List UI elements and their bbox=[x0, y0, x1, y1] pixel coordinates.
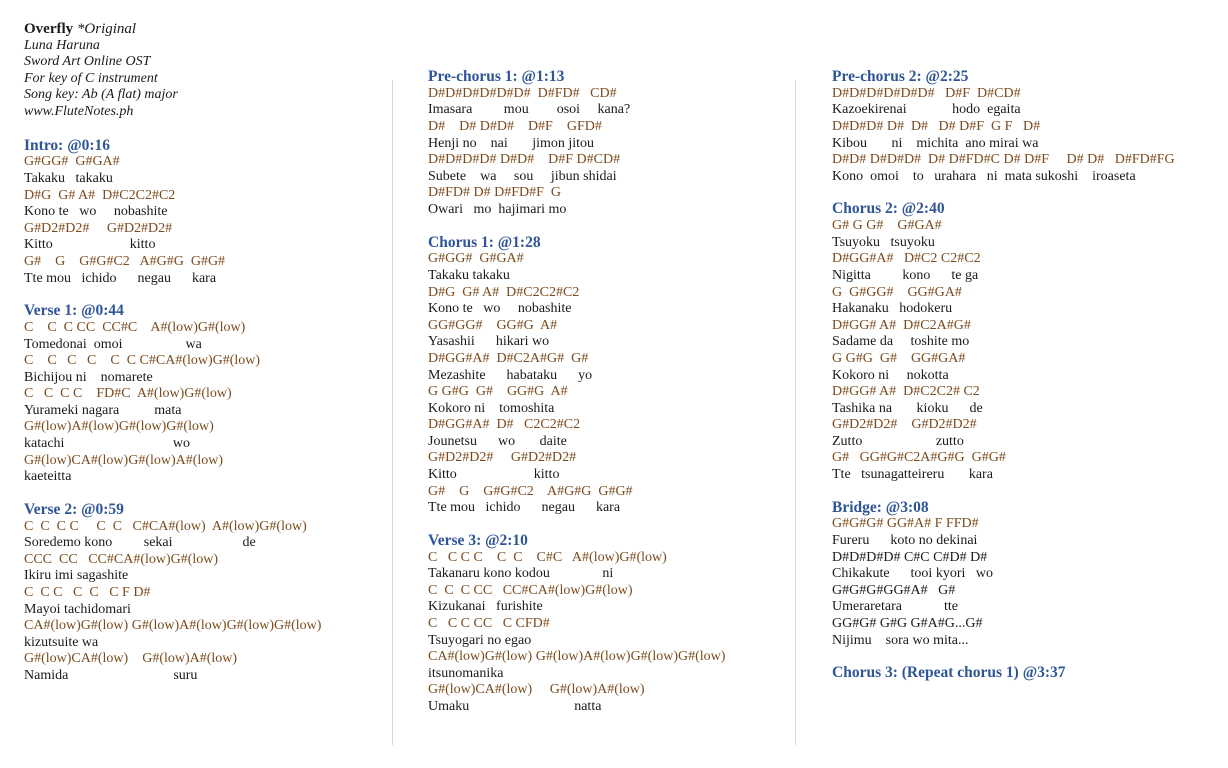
section-title: Pre-chorus 2: @2:25 bbox=[832, 68, 969, 85]
lyric-line: Tomedonai omoi wa bbox=[24, 336, 202, 352]
note-line: C C C C FD#C A#(low)G#(low) bbox=[24, 386, 232, 402]
lyric-line: Kono omoi to urahara ni mata sukoshi iroaseta bbox=[832, 168, 1136, 184]
note-line: G G#G G# GG#G A# bbox=[428, 384, 568, 400]
lyric-line: Kono te wo nobashite bbox=[428, 301, 572, 317]
lyric-line: Takanaru kono kodou ni bbox=[428, 566, 614, 582]
lyric-line: Tte mou ichido negau kara bbox=[24, 270, 217, 286]
lyric-line: Chikakute tooi kyori wo bbox=[832, 566, 993, 582]
note-line: D#D#D# D# D# D# D#F G F D# bbox=[832, 118, 1041, 134]
section-title: Verse 1: @0:44 bbox=[24, 302, 124, 320]
note-line: D#GG#A# D#C2A#G# G# bbox=[428, 350, 589, 366]
lyric-line: G#G#G#GG#A# G# bbox=[832, 582, 956, 598]
song-key: Song key: Ab (A flat) major bbox=[24, 87, 178, 103]
section-title: Pre-chorus 1: @1:13 bbox=[428, 68, 565, 85]
note-line: D#D# D#D#D# D# D#FD#C D# D#F D# D# D#FD#FG bbox=[832, 152, 1175, 168]
note-line: G#D2#D2# G#D2#D2# bbox=[428, 450, 577, 466]
song-section bbox=[832, 69, 1212, 185]
note-line: D#G G# A# D#C2C2#C2 bbox=[428, 284, 580, 300]
song-section bbox=[24, 502, 384, 685]
note-line: D#D#D#D#D#D# D#F D#CD# bbox=[832, 85, 1021, 101]
note-line: C C C C C C F D# bbox=[24, 585, 151, 601]
lyric-line: Kizukanai furishite bbox=[428, 599, 543, 615]
note-line: GG#GG# GG#G A# bbox=[428, 317, 558, 333]
note-line: D#D#D#D#D#D# D#FD# CD# bbox=[428, 85, 617, 101]
note-line: G# GG#G#C2A#G#G G#G# bbox=[832, 450, 1006, 466]
song-header bbox=[24, 21, 384, 121]
lyric-line: Sadame da toshite mo bbox=[832, 334, 970, 350]
note-line: C C C C C C C#CA#(low)G#(low) bbox=[24, 353, 261, 369]
note-line: C C C CC CC#CA#(low)G#(low) bbox=[428, 582, 633, 598]
section-title: Chorus 2: @2:40 bbox=[832, 200, 945, 218]
song-section bbox=[832, 500, 1212, 650]
note-line: G G#G G# GG#GA# bbox=[832, 350, 966, 366]
note-line: G#GG# G#GA# bbox=[428, 251, 524, 267]
lyric-line: Henji no nai jimon jitou bbox=[428, 135, 595, 151]
song-section bbox=[832, 201, 1212, 483]
lyric-line: itsunomanika bbox=[428, 665, 504, 681]
note-line: D#GG#A# D#C2 C2#C2 bbox=[832, 251, 981, 267]
lyric-line: Kitto kitto bbox=[24, 237, 156, 253]
lyric-line: Kazoekirenai hodo egaita bbox=[832, 102, 1021, 118]
lyric-line: Subete wa sou jibun shidai bbox=[428, 168, 617, 184]
note-line: D#D#D#D# D#D# D#F D#CD# bbox=[428, 152, 621, 168]
column-divider-1 bbox=[392, 80, 393, 745]
song-section bbox=[832, 665, 1212, 682]
lyric-line: Kokoro ni tomoshita bbox=[428, 400, 555, 416]
lyric-line: Kono te wo nobashite bbox=[24, 204, 168, 220]
section-title: Verse 2: @0:59 bbox=[24, 500, 124, 518]
note-line: C C C CC C CFD# bbox=[428, 616, 550, 632]
note-line: G G#GG# GG#GA# bbox=[832, 284, 962, 300]
note-line: D#FD# D# D#FD#F G bbox=[428, 185, 562, 201]
lyric-line: Imasara mou osoi kana? bbox=[428, 102, 631, 118]
artist: Luna Haruna bbox=[24, 37, 100, 53]
lyric-line: kizutsuite wa bbox=[24, 634, 99, 650]
lyric-line: Umaku natta bbox=[428, 698, 602, 714]
song-section bbox=[428, 235, 788, 517]
note-line: D#GG#A# D# C2C2#C2 bbox=[428, 417, 581, 433]
section-title: Verse 3: @2:10 bbox=[428, 531, 528, 549]
song-title-note: *Original bbox=[76, 21, 137, 37]
lyric-line: Tte mou ichido negau kara bbox=[428, 500, 621, 516]
lyric-line: Takaku takaku bbox=[24, 170, 113, 186]
note-line: C C C CC CC#C A#(low)G#(low) bbox=[24, 319, 246, 335]
note-line: CA#(low)G#(low) G#(low)A#(low)G#(low)G#(low) bbox=[428, 649, 726, 665]
note-line: D#G G# A# D#C2C2#C2 bbox=[24, 187, 176, 203]
note-line: G#G#G# GG#A# F FFD# bbox=[832, 516, 979, 532]
lyric-line: Owari mo hajimari mo bbox=[428, 201, 567, 217]
lyric-line: Hakanaku hodokeru bbox=[832, 301, 953, 317]
column-1 bbox=[24, 21, 384, 701]
section-title: Intro: @0:16 bbox=[24, 136, 111, 154]
section-title: Bridge: @3:08 bbox=[832, 498, 929, 516]
lyric-line: Takaku takaku bbox=[428, 267, 510, 283]
song-section bbox=[428, 533, 788, 716]
lyric-line: Mezashite habataku yo bbox=[428, 367, 593, 383]
lyric-line: Fureru koto no dekinai bbox=[832, 533, 978, 549]
song-section bbox=[24, 138, 384, 288]
note-line: G#D2#D2# G#D2#D2# bbox=[832, 417, 977, 433]
note-line: CA#(low)G#(low) G#(low)A#(low)G#(low)G#(low) bbox=[24, 618, 322, 634]
lyric-line: Kokoro ni nokotta bbox=[832, 367, 949, 383]
column-2 bbox=[428, 69, 788, 732]
song-title: Overfly bbox=[24, 21, 74, 37]
song-title-line bbox=[24, 21, 384, 38]
lyric-line: Namida suru bbox=[24, 667, 198, 683]
note-line: G#GG# G#GA# bbox=[24, 154, 120, 170]
note-line: G#D2#D2# G#D2#D2# bbox=[24, 220, 173, 236]
section-title: Chorus 1: @1:28 bbox=[428, 233, 541, 251]
source: Sword Art Online OST bbox=[24, 54, 151, 70]
note-line: G#(low)CA#(low) G#(low)A#(low) bbox=[428, 682, 645, 698]
lyric-line: Ikiru imi sagashite bbox=[24, 568, 129, 584]
note-line: G# G G# G#GA# bbox=[832, 218, 942, 234]
lyric-line: Jounetsu wo daite bbox=[428, 433, 567, 449]
lyric-line: Tte tsunagatteireru kara bbox=[832, 467, 993, 483]
song-section bbox=[24, 303, 384, 486]
note-line: G#(low)CA#(low) G#(low)A#(low) bbox=[24, 651, 238, 667]
note-line: C C C C C C C#C A#(low)G#(low) bbox=[428, 549, 667, 565]
lyric-line: Tsuyogari no egao bbox=[428, 632, 532, 648]
lyric-line: katachi wo bbox=[24, 436, 191, 452]
lyric-line: kaeteitta bbox=[24, 469, 72, 485]
song-section bbox=[428, 69, 788, 219]
lyric-line: Yasashii hikari wo bbox=[428, 334, 550, 350]
lyric-line: GG#G# G#G G#A#G...G# bbox=[832, 616, 983, 632]
note-line: G#(low)CA#(low)G#(low)A#(low) bbox=[24, 452, 224, 468]
lyric-line: Umeraretara tte bbox=[832, 599, 958, 615]
lyric-line: Kibou ni michita ano mirai wa bbox=[832, 135, 1039, 151]
website: www.FluteNotes.ph bbox=[24, 103, 134, 119]
note-line: G# G G#G#C2 A#G#G G#G# bbox=[24, 253, 226, 269]
note-line: D#GG# A# D#C2A#G# bbox=[832, 317, 971, 333]
lyric-line: D#D#D#D# C#C C#D# D# bbox=[832, 549, 988, 565]
lyric-line: Tashika na kioku de bbox=[832, 400, 983, 416]
lyric-line: Zutto zutto bbox=[832, 433, 964, 449]
section-title: Chorus 3: (Repeat chorus 1) @3:37 bbox=[832, 664, 1066, 682]
instrument-key: For key of C instrument bbox=[24, 70, 158, 86]
lyric-line: Nijimu sora wo mita... bbox=[832, 632, 969, 648]
lyric-line: Kitto kitto bbox=[428, 467, 560, 483]
lyric-line: Nigitta kono te ga bbox=[832, 267, 979, 283]
lyric-line: Mayoi tachidomari bbox=[24, 601, 131, 617]
column-3 bbox=[832, 69, 1212, 698]
lyric-line: Bichijou ni nomarete bbox=[24, 369, 153, 385]
column-divider-2 bbox=[795, 80, 796, 745]
note-line: D#GG# A# D#C2C2# C2 bbox=[832, 384, 980, 400]
note-line: D# D# D#D# D#F GFD# bbox=[428, 118, 602, 134]
note-line: C C C C C C C#CA#(low) A#(low)G#(low) bbox=[24, 518, 307, 534]
note-line: G# G G#G#C2 A#G#G G#G# bbox=[428, 483, 633, 499]
note-line: CCC CC CC#CA#(low)G#(low) bbox=[24, 551, 219, 567]
lyric-line: Yurameki nagara mata bbox=[24, 402, 182, 418]
lyric-line: Tsuyoku tsuyoku bbox=[832, 234, 935, 250]
note-line: G#(low)A#(low)G#(low)G#(low) bbox=[24, 419, 214, 435]
lyric-line: Soredemo kono sekai de bbox=[24, 535, 256, 551]
